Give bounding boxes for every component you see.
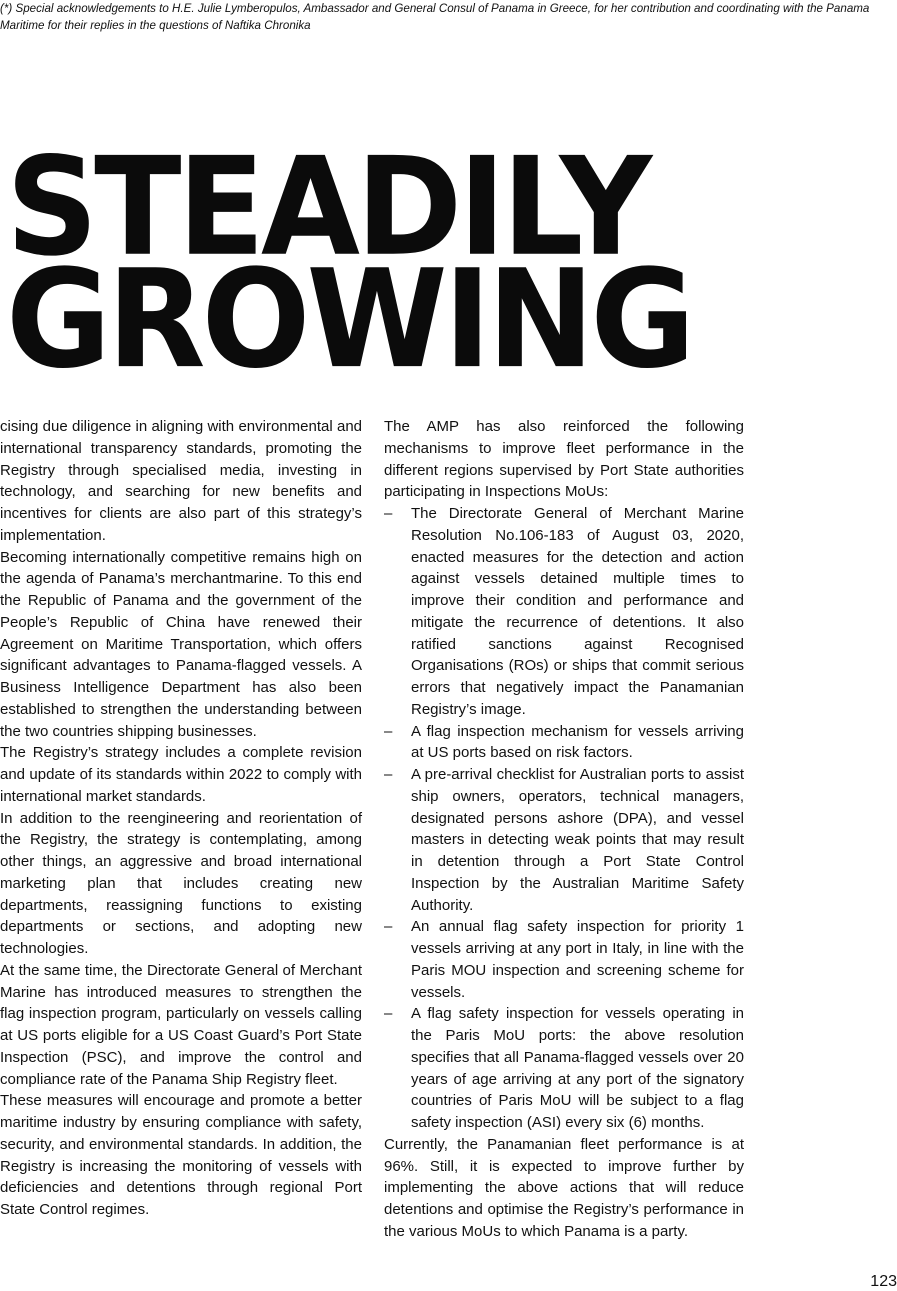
- acknowledgement-footnote: (*) Special acknowledgements to H.E. Julie Lymberopulos, Ambassador and General Consul of Panama in Greece, for her contribution and coordinating with the Panama Maritime for their replies in the questions of Naftika Chronika: [0, 2, 870, 32]
- list-item-text: A pre-arrival checklist for Australian ports to assist ship owners, operators, technical managers, designated persons ashore (DPA), and vessel masters in detecting weak points that may result in detention through a Port State Control Inspection by the Australian Maritime Safety Authority.: [411, 766, 744, 914]
- bullet-dash: –: [384, 1005, 393, 1023]
- intro-paragraph: The AMP has also reinforced the following mechanisms to improve fleet performance in the different regions supervised by Port State authorities participating in Inspections MoUs:: [384, 418, 744, 501]
- right-text-column: [384, 416, 744, 1243]
- list-item: [384, 503, 744, 721]
- bullet-dash: –: [384, 722, 393, 740]
- bullet-dash: –: [384, 766, 393, 783]
- body-paragraph: The Registry’s strategy includes a complete revision and update of its standards within 2022 to comply with international market standards.: [0, 744, 362, 805]
- body-paragraph: Becoming internationally competitive remains high on the agenda of Panama’s merchantmarine. To this end the Republic of Panama and the government of the People’s Republic of China have renewed their Agreement on Maritime Transportation, which offers significant advantages to Panama-flagged vessels. A Business Intelligence Department has also been established to strengthen the understanding between the two countries shipping businesses.: [0, 548, 362, 740]
- headline-line-2: GROWING: [6, 241, 692, 399]
- list-item: [384, 721, 744, 765]
- list-item-text: An annual flag safety inspection for priority 1 vessels arriving at any port in Italy, in line with the Paris MOU inspection and screening scheme for vessels.: [411, 918, 744, 1001]
- mechanism-list: [384, 503, 744, 1134]
- headline-line-1: STEADILY: [6, 128, 649, 287]
- body-paragraph: In addition to the reengineering and reorientation of the Registry, the strategy is contemplating, among other things, an aggressive and broad international marketing plan that includes creating new departments, reassigning functions to existing departments or sections, and adopting new technologies.: [0, 809, 362, 957]
- article-headline: [6, 128, 692, 399]
- list-item-text: The Directorate General of Merchant Marine Resolution No.106-183 of August 03, 2020, enacted measures for the detection and action against vessels detained multiple times to improve their condition and performance and mitigate the recurrence of detentions. It also ratified sanctions against Recognised Organisations (ROs) or ships that commit serious errors that negatively impact the Panamanian Registry’s image.: [411, 505, 744, 718]
- body-paragraph: These measures will encourage and promote a better maritime industry by ensuring compliance with safety, security, and environmental standards. In addition, the Registry is increasing the monitoring of vessels with deficiencies and detentions through regional Port State Control regimes.: [0, 1092, 362, 1218]
- page-number: 123: [870, 1273, 897, 1290]
- list-item: [384, 1003, 744, 1134]
- left-text-column: [0, 416, 362, 1221]
- list-item: [384, 916, 744, 1003]
- list-item-text: A flag safety inspection for vessels operating in the Paris MoU ports: the above resolution specifies that all Panama-flagged vessels over 20 years of age arriving at any port of the signatory countries of Paris MoU will be subject to a flag safety inspection (ASI) every six (6) months.: [411, 1005, 744, 1131]
- list-item-text: A flag inspection mechanism for vessels arriving at US ports based on risk factors.: [411, 722, 744, 762]
- body-paragraph: At the same time, the Directorate General of Merchant Marine has introduced measures το strengthen the flag inspection program, particularly on vessels calling at US ports eligible for a US Coast Guard’s Port State Inspection (PSC), and improve the control and compliance rate of the Panama Ship Registry fleet.: [0, 961, 362, 1088]
- list-item: [384, 764, 744, 916]
- closing-paragraph: Currently, the Panamanian fleet performance is at 96%. Still, it is expected to improve further by implementing the above actions that will reduce detentions and optimise the Registry’s performance in the various MoUs to which Panama is a party.: [384, 1135, 744, 1240]
- body-paragraph: cising due diligence in aligning with environmental and international transparency standards, promoting the Registry through specialised media, investing in technology, and searching for new benefits and incentives for clients are also part of this strategy’s implementation.: [0, 418, 362, 544]
- bullet-dash: –: [384, 505, 393, 522]
- bullet-dash: –: [384, 918, 393, 936]
